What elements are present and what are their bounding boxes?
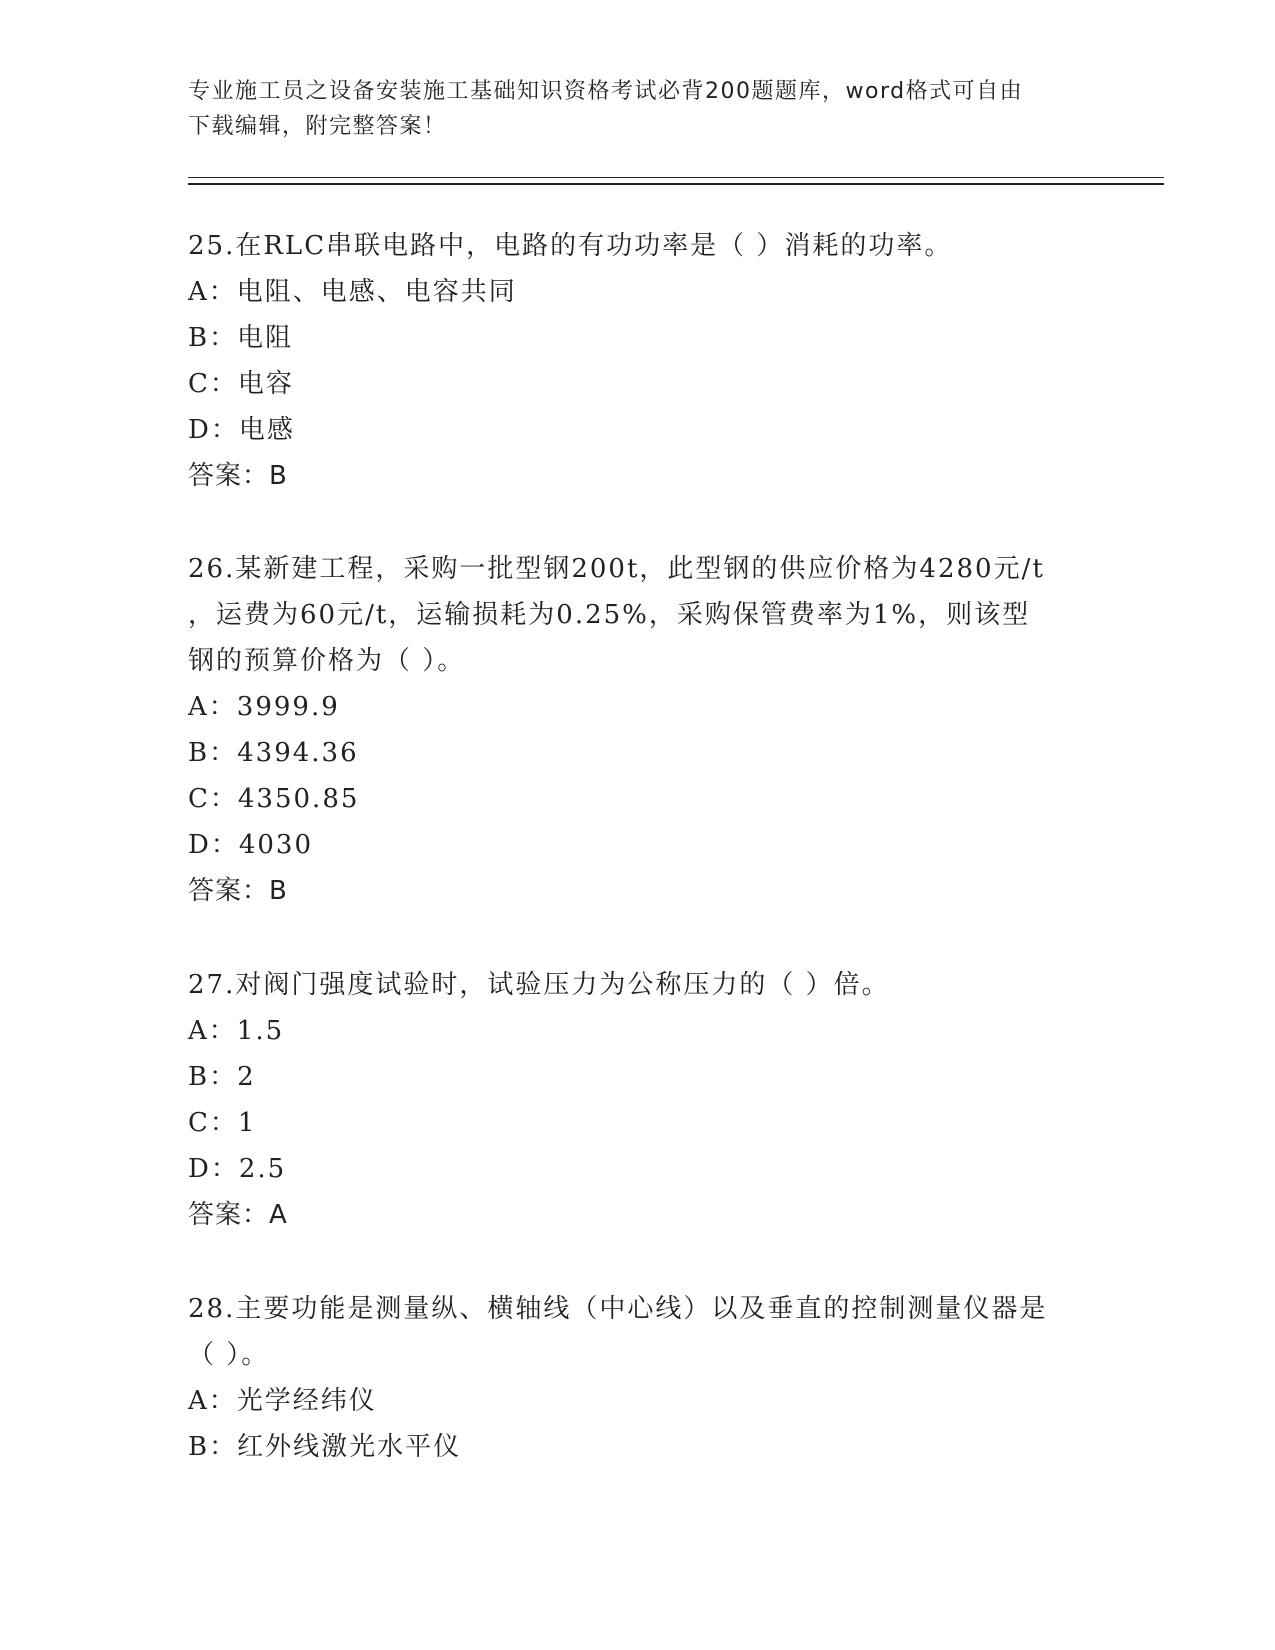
header-line: 下载编辑，附完整答案！ <box>188 114 447 139</box>
question-block <box>188 223 1088 499</box>
question-block <box>188 1286 1088 1470</box>
question-block <box>188 962 1088 1238</box>
document-header <box>188 74 1088 144</box>
option: D：2.5 <box>188 1154 287 1184</box>
answer: 答案：A <box>188 1200 288 1230</box>
question-text: 28.主要功能是测量纵、横轴线（中心线）以及垂直的控制测量仪器是 <box>188 1294 1048 1324</box>
option: A：3999.9 <box>188 692 340 722</box>
option: A：1.5 <box>188 1016 285 1046</box>
option: D：4030 <box>188 830 314 860</box>
option: C：电容 <box>188 369 294 399</box>
option: A：光学经纬仪 <box>188 1386 377 1416</box>
option: C：1 <box>188 1108 257 1138</box>
question-text: （ ）。 <box>188 1340 270 1370</box>
option: B：红外线激光水平仪 <box>188 1432 462 1462</box>
option: D：电感 <box>188 415 295 445</box>
option: B：电阻 <box>188 323 294 353</box>
header-divider <box>188 177 1164 178</box>
question-text: 27.对阀门强度试验时，试验压力为公称压力的（ ）倍。 <box>188 970 890 1000</box>
question-text: 26.某新建工程，采购一批型钢200t，此型钢的供应价格为4280元/t <box>188 554 1045 584</box>
option: B：2 <box>188 1062 256 1092</box>
question-block <box>188 546 1088 914</box>
option: B：4394.36 <box>188 738 359 768</box>
answer: 答案：B <box>188 461 288 491</box>
option: A：电阻、电感、电容共同 <box>188 277 517 307</box>
question-text: 25.在RLC串联电路中，电路的有功功率是（ ）消耗的功率。 <box>188 231 953 261</box>
answer: 答案：B <box>188 876 288 906</box>
question-text: 钢的预算价格为（ ）。 <box>188 646 466 676</box>
question-text: ，运费为60元/t，运输损耗为0.25%，采购保管费率为1%，则该型 <box>188 600 1031 630</box>
option: C：4350.85 <box>188 784 360 814</box>
header-divider <box>188 183 1164 185</box>
header-line: 专业施工员之设备安装施工基础知识资格考试必背200题题库，word格式可自由 <box>188 79 1024 104</box>
